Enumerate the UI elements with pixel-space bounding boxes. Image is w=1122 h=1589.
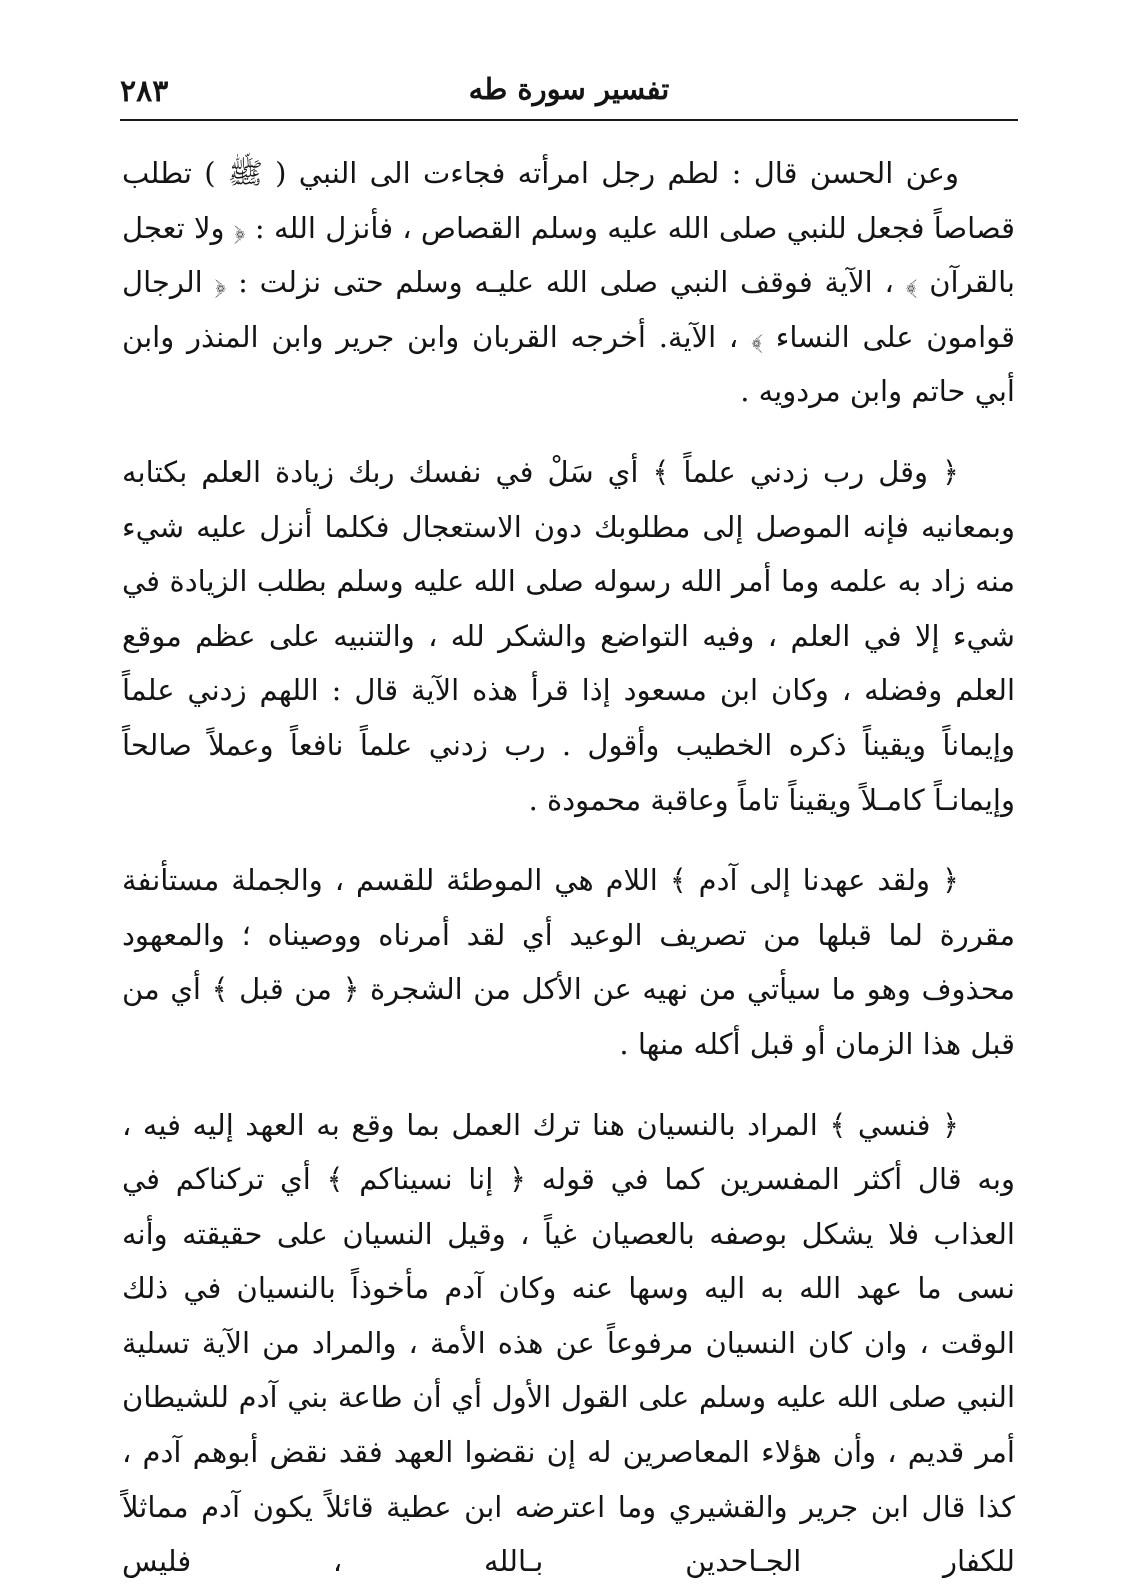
paragraph-2 — [122, 445, 1015, 827]
paragraph-1 — [122, 146, 1015, 419]
page-number: ٢٨٣ — [120, 74, 169, 109]
body-text — [122, 146, 1015, 1589]
paragraph-3 — [122, 853, 1015, 1071]
paragraph-text: ﴿ ولقد عهدنا إلى آدم ﴾ اللام هي الموطئة للقسم ، والجملة مستأنفة مقررة لما قبلها من تصريف الوعيد أي لقد أمرناه ووصيناه ؛ والمعهود محذوف وهو ما سيأتي من نهيه عن الأكل من الشجرة ﴿ من قبل ﴾ أي من قبل هذا الزمان أو قبل أكله منها . — [122, 863, 1015, 1061]
running-header — [120, 68, 1018, 118]
running-title: تفسير سورة طه — [468, 72, 670, 106]
paragraph-4 — [122, 1098, 1015, 1589]
paragraph-text: ﴿ وقل رب زدني علماً ﴾ أي سَلْ في نفسك ربك زيادة العلم بكتابه وبمعانيه فإنه الموصل إلى مطلوبك دون الاستعجال فكلما أنزل عليه شيء منه زاد به علمه وما أمر الله رسوله صلى الله عليه وسلم بطلب الزيادة في شيء إلا في العلم ، وفيه التواضع والشكر لله ، والتنبيه على عظم موقع العلم وفضله ، وكان ابن مسعود إذا قرأ هذه الآية قال : اللهم زدني علماً وإيماناً ويقيناً ذكره الخطيب وأقول . رب زدني علماً نافعاً وعملاً صالحاً وإيمانـاً كامـلاً ويقيناً تاماً وعاقبة محمودة . — [122, 454, 1015, 817]
header-divider — [120, 119, 1018, 121]
paragraph-text: وعن الحسن قال : لطم رجل امرأته فجاءت الى النبي ( ﷺ ) تطلب قصاصاً فجعل للنبي صلى الله عليه وسلم القصاص ، فأنزل الله : ﴿ ولا تعجل بالقرآن ﴾ ، الآية فوقف النبي صلى الله عليـه وسلم حتى نزلت : ﴿ الرجال قوامون على النساء ﴾ ، الآية. أخرجه القربان وابن جرير وابن المنذر وابن أبي حاتم وابن مردويه . — [122, 156, 1015, 409]
paragraph-text: ﴿ فنسي ﴾ المراد بالنسيان هنا ترك العمل بما وقع به العهد إليه فيه ، وبه قال أكثر المفسرين كما في قوله ﴿ إنا نسيناكم ﴾ أي تركناكم في العذاب فلا يشكل بوصفه بالعصيان غياً ، وقيل النسيان على حقيقته وأنه نسى ما عهد الله به اليه وسها عنه وكان آدم مأخوذاً بالنسيان في ذلك الوقت ، وان كان النسيان مرفوعاً عن هذه الأمة ، والمراد من الآية تسلية النبي صلى الله عليه وسلم على القول الأول أي أن طاعة بني آدم للشيطان أمر قديم ، وأن هؤلاء المعاصرين له إن نقضوا العهد فقد نقض أبوهم آدم ، كذا قال ابن جرير والقشيري وما اعترضه ابن عطية قائلاً يكون آدم مماثلاً للكفار الجـاحدين بـالله ، فليس — [122, 1107, 1015, 1579]
